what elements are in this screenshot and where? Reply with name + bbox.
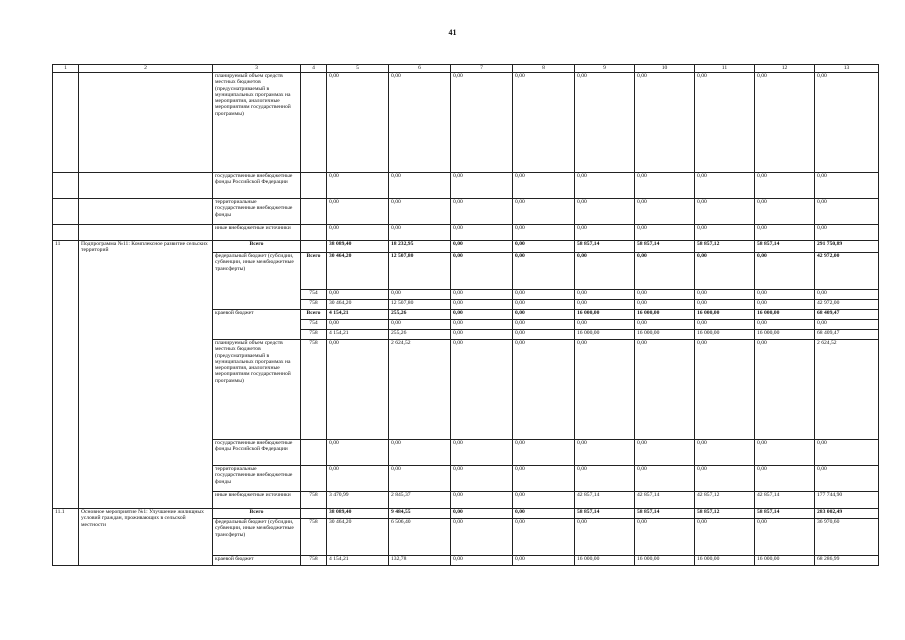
column-number: 8 <box>513 65 575 73</box>
funding-source-cell: планируемый объем средств местных бюджетов (предусматриваемый в муниципальных программах на мероприятия, аналогичные мероприятиям государственной программы) <box>213 340 301 440</box>
amount-cell: 0,00 <box>575 300 635 310</box>
amount-cell: 0,00 <box>389 225 451 241</box>
column-number: 10 <box>635 65 695 73</box>
budget-code-cell: 758 <box>301 300 327 310</box>
amount-cell: 0,00 <box>635 73 695 173</box>
amount-cell: 3 470,99 <box>327 492 389 509</box>
table-row <box>53 509 879 519</box>
amount-cell: 42 857,14 <box>575 492 635 509</box>
budget-code-cell <box>301 73 327 173</box>
amount-cell: 0,00 <box>635 519 695 556</box>
amount-cell: 0,00 <box>327 466 389 492</box>
amount-cell: 0,00 <box>635 290 695 300</box>
column-number: 5 <box>327 65 389 73</box>
amount-cell: 0,00 <box>513 290 575 300</box>
funding-source-cell: Всего <box>213 241 301 253</box>
funding-source-cell: государственные внебюджетные фонды Российской Федерации <box>213 440 301 466</box>
amount-cell: 16 000,00 <box>575 556 635 566</box>
amount-cell: 0,00 <box>575 253 635 290</box>
amount-cell: 4 154,21 <box>327 310 389 320</box>
program-name-cell: Подпрограмма №11: Комплексное развитие сельских территорий <box>79 241 213 509</box>
amount-cell: 0,00 <box>815 320 879 330</box>
amount-cell: 58 857,12 <box>695 241 755 253</box>
amount-cell: 0,00 <box>327 440 389 466</box>
amount-cell: 16 000,00 <box>635 330 695 340</box>
amount-cell: 58 857,14 <box>635 509 695 519</box>
amount-cell: 0,00 <box>815 440 879 466</box>
amount-cell: 0,00 <box>513 466 575 492</box>
amount-cell: 0,00 <box>451 173 513 199</box>
amount-cell: 0,00 <box>513 556 575 566</box>
amount-cell: 291 750,89 <box>815 241 879 253</box>
amount-cell: 68 286,99 <box>815 556 879 566</box>
amount-cell: 58 857,14 <box>755 509 815 519</box>
amount-cell: 0,00 <box>451 241 513 253</box>
amount-cell: 0,00 <box>513 73 575 173</box>
amount-cell: 0,00 <box>755 300 815 310</box>
funding-source-cell: планируемый объем средств местных бюджетов (предусматриваемый в муниципальных программах на мероприятия, аналогичные мероприятиям государственной программы) <box>213 73 301 173</box>
column-number: 6 <box>389 65 451 73</box>
amount-cell: 0,00 <box>755 290 815 300</box>
amount-cell: 0,00 <box>695 519 755 556</box>
budget-code-cell: 754 <box>301 290 327 300</box>
amount-cell: 0,00 <box>513 225 575 241</box>
amount-cell: 0,00 <box>513 492 575 509</box>
budget-code-cell <box>301 466 327 492</box>
column-number: 1 <box>53 65 79 73</box>
amount-cell: 0,00 <box>695 73 755 173</box>
amount-cell: 16 000,00 <box>575 330 635 340</box>
amount-cell: 30 464,20 <box>327 253 389 290</box>
amount-cell: 0,00 <box>513 440 575 466</box>
amount-cell: 42 857,12 <box>695 492 755 509</box>
budget-code-cell <box>301 509 327 519</box>
amount-cell: 0,00 <box>815 73 879 173</box>
amount-cell: 0,00 <box>755 440 815 466</box>
amount-cell: 0,00 <box>451 320 513 330</box>
amount-cell: 0,00 <box>635 300 695 310</box>
amount-cell: 0,00 <box>575 73 635 173</box>
amount-cell: 0,00 <box>389 199 451 225</box>
amount-cell: 38 089,40 <box>327 241 389 253</box>
amount-cell: 12 507,80 <box>389 253 451 290</box>
amount-cell: 0,00 <box>451 199 513 225</box>
amount-cell: 12 507,80 <box>389 300 451 310</box>
amount-cell: 58 857,14 <box>575 509 635 519</box>
amount-cell: 42 857,14 <box>635 492 695 509</box>
amount-cell: 0,00 <box>451 253 513 290</box>
row-number-cell <box>53 73 79 173</box>
amount-cell: 16 000,00 <box>635 310 695 320</box>
amount-cell: 68 409,47 <box>815 310 879 320</box>
column-number: 12 <box>755 65 815 73</box>
amount-cell: 0,00 <box>635 466 695 492</box>
funding-source-cell: иные внебюджетные источники <box>213 225 301 241</box>
row-number-cell <box>53 199 79 225</box>
funding-source-cell: территориальные государственные внебюджетные фонды <box>213 199 301 225</box>
amount-cell: 0,00 <box>513 340 575 440</box>
budget-code-cell <box>301 440 327 466</box>
amount-cell: 2 624,52 <box>815 340 879 440</box>
amount-cell: 58 857,14 <box>755 241 815 253</box>
amount-cell: 0,00 <box>815 173 879 199</box>
amount-cell: 0,00 <box>451 466 513 492</box>
row-number-cell <box>53 173 79 199</box>
funding-source-cell: Всего <box>213 509 301 519</box>
column-number: 4 <box>301 65 327 73</box>
amount-cell: 0,00 <box>327 173 389 199</box>
budget-code-cell: 758 <box>301 492 327 509</box>
row-number-cell: 11 <box>53 241 79 509</box>
amount-cell: 6 506,40 <box>389 519 451 556</box>
amount-cell: 0,00 <box>451 330 513 340</box>
amount-cell: 0,00 <box>575 440 635 466</box>
amount-cell: 16 000,00 <box>755 310 815 320</box>
amount-cell: 30 464,20 <box>327 519 389 556</box>
table-row <box>53 225 879 241</box>
amount-cell: 0,00 <box>695 173 755 199</box>
amount-cell: 0,00 <box>695 320 755 330</box>
column-number: 11 <box>695 65 755 73</box>
amount-cell: 42 972,00 <box>815 300 879 310</box>
table-row <box>53 73 879 173</box>
amount-cell: 0,00 <box>451 290 513 300</box>
row-number-cell: 11.1 <box>53 509 79 566</box>
amount-cell: 0,00 <box>695 225 755 241</box>
funding-source-cell: федеральный бюджет (субсидии, субвенции, иные межбюджетные трансферты) <box>213 253 301 310</box>
table-row <box>53 173 879 199</box>
amount-cell: 2 845,37 <box>389 492 451 509</box>
amount-cell: 42 857,14 <box>755 492 815 509</box>
amount-cell: 0,00 <box>513 310 575 320</box>
budget-code-cell: 758 <box>301 519 327 556</box>
amount-cell: 0,00 <box>451 340 513 440</box>
amount-cell: 0,00 <box>513 241 575 253</box>
amount-cell: 0,00 <box>815 466 879 492</box>
amount-cell: 18 232,95 <box>389 241 451 253</box>
amount-cell: 0,00 <box>755 320 815 330</box>
amount-cell: 0,00 <box>575 199 635 225</box>
amount-cell: 0,00 <box>513 330 575 340</box>
amount-cell: 0,00 <box>327 199 389 225</box>
amount-cell: 0,00 <box>451 492 513 509</box>
amount-cell: 0,00 <box>815 199 879 225</box>
amount-cell: 255,26 <box>389 330 451 340</box>
budget-code-cell: 754 <box>301 320 327 330</box>
amount-cell: 0,00 <box>695 440 755 466</box>
amount-cell: 38 089,40 <box>327 509 389 519</box>
amount-cell: 0,00 <box>451 519 513 556</box>
amount-cell: 0,00 <box>695 253 755 290</box>
budget-code-cell <box>301 225 327 241</box>
amount-cell: 0,00 <box>327 290 389 300</box>
amount-cell: 0,00 <box>575 320 635 330</box>
amount-cell: 0,00 <box>389 290 451 300</box>
amount-cell: 0,00 <box>451 225 513 241</box>
column-number: 3 <box>213 65 301 73</box>
amount-cell: 0,00 <box>513 173 575 199</box>
amount-cell: 30 464,20 <box>327 300 389 310</box>
amount-cell: 0,00 <box>815 290 879 300</box>
amount-cell: 0,00 <box>755 199 815 225</box>
amount-cell: 0,00 <box>451 556 513 566</box>
amount-cell: 0,00 <box>513 199 575 225</box>
budget-code-cell <box>301 199 327 225</box>
budget-code-cell <box>301 173 327 199</box>
amount-cell: 0,00 <box>635 340 695 440</box>
program-name-cell <box>79 199 213 225</box>
amount-cell: 0,00 <box>451 509 513 519</box>
amount-cell: 0,00 <box>635 253 695 290</box>
amount-cell: 0,00 <box>635 173 695 199</box>
amount-cell: 0,00 <box>635 199 695 225</box>
amount-cell: 4 154,21 <box>327 556 389 566</box>
amount-cell: 0,00 <box>451 300 513 310</box>
program-name-cell <box>79 173 213 199</box>
amount-cell: 0,00 <box>389 320 451 330</box>
amount-cell: 0,00 <box>575 290 635 300</box>
amount-cell: 0,00 <box>451 73 513 173</box>
amount-cell: 16 000,00 <box>635 556 695 566</box>
amount-cell: 16 000,00 <box>695 330 755 340</box>
amount-cell: 0,00 <box>389 73 451 173</box>
amount-cell: 36 970,60 <box>815 519 879 556</box>
amount-cell: 9 484,55 <box>389 509 451 519</box>
amount-cell: 0,00 <box>389 466 451 492</box>
budget-code-cell: Всего <box>301 253 327 290</box>
program-name-cell <box>79 225 213 241</box>
amount-cell: 0,00 <box>755 340 815 440</box>
amount-cell: 0,00 <box>635 225 695 241</box>
budget-code-cell: 758 <box>301 340 327 440</box>
funding-source-cell: государственные внебюджетные фонды Российской Федерации <box>213 173 301 199</box>
amount-cell: 0,00 <box>451 440 513 466</box>
amount-cell: 0,00 <box>755 73 815 173</box>
table-row <box>53 241 879 253</box>
amount-cell: 0,00 <box>327 73 389 173</box>
amount-cell: 0,00 <box>513 253 575 290</box>
column-number: 9 <box>575 65 635 73</box>
program-name-cell <box>79 73 213 173</box>
amount-cell: 0,00 <box>695 300 755 310</box>
funding-source-cell: краевой бюджет <box>213 310 301 340</box>
amount-cell: 0,00 <box>755 225 815 241</box>
budget-table <box>52 64 879 566</box>
program-name-cell: Основное мероприятие №1: Улучшение жилищных условий граждан, проживающих в сельской местности <box>79 509 213 566</box>
amount-cell: 2 624,52 <box>389 340 451 440</box>
amount-cell: 0,00 <box>513 320 575 330</box>
amount-cell: 0,00 <box>327 225 389 241</box>
amount-cell: 0,00 <box>755 466 815 492</box>
amount-cell: 0,00 <box>575 225 635 241</box>
amount-cell: 0,00 <box>575 466 635 492</box>
amount-cell: 16 000,00 <box>695 310 755 320</box>
budget-code-cell: Всего <box>301 310 327 320</box>
amount-cell: 0,00 <box>451 310 513 320</box>
amount-cell: 0,00 <box>327 320 389 330</box>
amount-cell: 177 744,90 <box>815 492 879 509</box>
amount-cell: 16 000,00 <box>575 310 635 320</box>
page-number: 41 <box>448 28 457 37</box>
amount-cell: 16 000,00 <box>755 556 815 566</box>
amount-cell: 0,00 <box>695 466 755 492</box>
column-number: 13 <box>815 65 879 73</box>
amount-cell: 58 857,14 <box>635 241 695 253</box>
amount-cell: 0,00 <box>635 320 695 330</box>
amount-cell: 68 409,47 <box>815 330 879 340</box>
amount-cell: 0,00 <box>513 300 575 310</box>
amount-cell: 255,26 <box>389 310 451 320</box>
column-number: 2 <box>79 65 213 73</box>
amount-cell: 16 000,00 <box>695 556 755 566</box>
amount-cell: 0,00 <box>695 290 755 300</box>
funding-source-cell: иные внебюджетные источники <box>213 492 301 509</box>
amount-cell: 0,00 <box>327 340 389 440</box>
funding-source-cell: территориальные государственные внебюджетные фонды <box>213 466 301 492</box>
amount-cell: 0,00 <box>635 440 695 466</box>
amount-cell: 0,00 <box>513 519 575 556</box>
column-number-row <box>53 65 879 73</box>
budget-code-cell: 758 <box>301 330 327 340</box>
amount-cell: 58 857,14 <box>575 241 635 253</box>
table-row <box>53 199 879 225</box>
amount-cell: 42 972,00 <box>815 253 879 290</box>
amount-cell: 0,00 <box>815 225 879 241</box>
amount-cell: 0,00 <box>695 199 755 225</box>
amount-cell: 0,00 <box>755 253 815 290</box>
amount-cell: 4 154,21 <box>327 330 389 340</box>
column-number: 7 <box>451 65 513 73</box>
amount-cell: 0,00 <box>755 173 815 199</box>
funding-source-cell: краевой бюджет <box>213 556 301 566</box>
amount-cell: 283 002,49 <box>815 509 879 519</box>
budget-code-cell: 758 <box>301 556 327 566</box>
amount-cell: 16 000,00 <box>755 330 815 340</box>
budget-code-cell <box>301 241 327 253</box>
amount-cell: 132,78 <box>389 556 451 566</box>
row-number-cell <box>53 225 79 241</box>
amount-cell: 0,00 <box>695 340 755 440</box>
amount-cell: 0,00 <box>575 340 635 440</box>
amount-cell: 0,00 <box>389 173 451 199</box>
amount-cell: 0,00 <box>513 509 575 519</box>
funding-source-cell: федеральный бюджет (субсидии, субвенции, иные межбюджетные трансферты) <box>213 519 301 556</box>
amount-cell: 0,00 <box>755 519 815 556</box>
amount-cell: 0,00 <box>575 173 635 199</box>
amount-cell: 0,00 <box>389 440 451 466</box>
amount-cell: 0,00 <box>575 519 635 556</box>
amount-cell: 58 857,12 <box>695 509 755 519</box>
